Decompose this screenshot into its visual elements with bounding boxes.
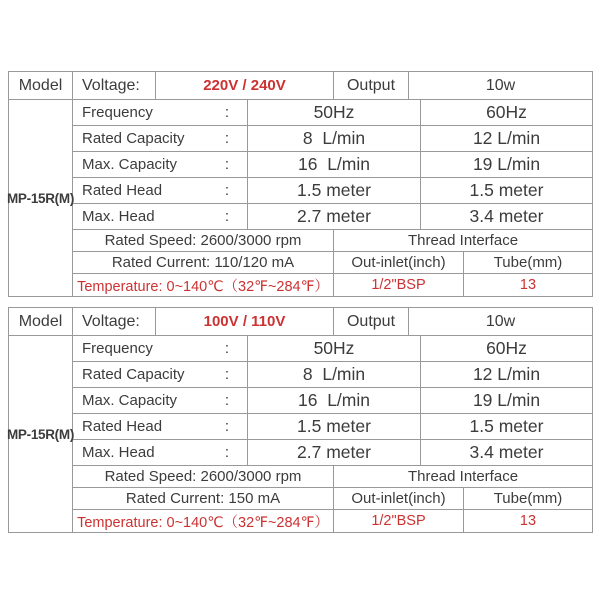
- spec-value-60hz: 1.5 meter: [421, 414, 592, 440]
- table-row: [73, 204, 592, 230]
- table-row: [73, 388, 592, 414]
- table-body: [6, 100, 592, 296]
- table-row: [73, 362, 592, 388]
- spec-label-colon: :: [224, 418, 229, 435]
- thread-interface-cell: Thread Interface: [334, 466, 592, 488]
- thread-interface-cell: Thread Interface: [334, 230, 592, 252]
- bsp-value-cell: 1/2"BSP: [334, 274, 464, 296]
- spec-label-text: Max. Capacity: [82, 156, 178, 173]
- spec-label-colon: :: [224, 340, 229, 357]
- temperature-cell: Temperature: 0~140℃（32℉~284℉）: [73, 274, 334, 296]
- rated-speed-cell: Rated Speed: 2600/3000 rpm: [73, 230, 334, 252]
- output-value: 10w: [409, 308, 592, 336]
- model-header-label: Model: [9, 72, 73, 100]
- spec-value-60hz: 3.4 meter: [421, 204, 592, 230]
- spec-value-60hz: 3.4 meter: [421, 440, 592, 466]
- spec-value-50hz: 50Hz: [248, 100, 421, 126]
- table-row: [73, 126, 592, 152]
- table-row: [73, 336, 592, 362]
- table-row: [73, 488, 592, 510]
- rated-current-cell: Rated Current: 110/120 mA: [73, 252, 334, 274]
- spec-label-colon: :: [224, 444, 229, 461]
- spec-table-220v: [8, 71, 593, 297]
- rated-current-cell: Rated Current: 150 mA: [73, 488, 334, 510]
- spec-label: [73, 388, 248, 414]
- spec-value-60hz: 60Hz: [421, 100, 592, 126]
- spec-label: [73, 414, 248, 440]
- header-row: [9, 308, 592, 336]
- spec-value-50hz: 16 L/min: [248, 152, 421, 178]
- table-row: [73, 252, 592, 274]
- spec-value-50hz: 1.5 meter: [248, 414, 421, 440]
- spec-value-50hz: 1.5 meter: [248, 178, 421, 204]
- spec-label-text: Max. Head: [82, 444, 155, 461]
- spec-label-colon: :: [224, 130, 229, 147]
- spec-label: [73, 178, 248, 204]
- table-row: [73, 100, 592, 126]
- spec-value-50hz: 8 L/min: [248, 362, 421, 388]
- tube-header-cell: Tube(mm): [464, 252, 592, 274]
- spec-label: [73, 336, 248, 362]
- tube-value-cell: 13: [519, 277, 537, 293]
- spec-label-text: Rated Head: [82, 182, 163, 199]
- table-row: [73, 440, 592, 466]
- spec-value-50hz: 50Hz: [248, 336, 421, 362]
- output-value: 10w: [409, 72, 592, 100]
- spec-label-colon: :: [224, 366, 229, 383]
- spec-label: [73, 204, 248, 230]
- model-header-label: Model: [9, 308, 73, 336]
- spec-label-text: Max. Head: [82, 208, 155, 225]
- spec-label-colon: :: [224, 156, 229, 173]
- table-row: [73, 230, 592, 252]
- spec-label-text: Rated Head: [82, 418, 163, 435]
- spec-label-text: Rated Capacity: [82, 366, 185, 383]
- voltage-label: Voltage:: [73, 72, 156, 100]
- table-body: [6, 336, 592, 532]
- spec-value-50hz: 8 L/min: [248, 126, 421, 152]
- spec-rows: [73, 100, 592, 296]
- table-row: [73, 274, 592, 296]
- table-row: [73, 152, 592, 178]
- table-row: [73, 414, 592, 440]
- tube-value-cell: 13: [519, 513, 537, 529]
- out-inlet-header-cell: Out-inlet(inch): [334, 488, 464, 510]
- spec-label: [73, 126, 248, 152]
- spec-value-60hz: 60Hz: [421, 336, 592, 362]
- spec-label-colon: :: [224, 208, 229, 225]
- spec-label: [73, 440, 248, 466]
- model-name-cell: MP-15R(M): [9, 336, 73, 532]
- bsp-value-cell: 1/2"BSP: [334, 510, 464, 532]
- output-label: Output: [334, 72, 409, 100]
- temperature-cell: Temperature: 0~140℃（32℉~284℉）: [73, 510, 334, 532]
- header-row: [9, 72, 592, 100]
- voltage-value: 220V / 240V: [156, 72, 334, 100]
- spec-value-60hz: 19 L/min: [421, 388, 592, 414]
- spec-rows: [73, 336, 592, 532]
- spec-label: [73, 100, 248, 126]
- spec-label-colon: :: [224, 104, 229, 121]
- spec-value-50hz: 2.7 meter: [248, 204, 421, 230]
- voltage-label: Voltage:: [73, 308, 156, 336]
- spec-value-60hz: 1.5 meter: [421, 178, 592, 204]
- spec-value-60hz: 12 L/min: [421, 362, 592, 388]
- table-row: [73, 510, 592, 532]
- spec-label: [73, 152, 248, 178]
- tube-header-cell: Tube(mm): [464, 488, 592, 510]
- spec-label-text: Frequency: [82, 340, 153, 357]
- out-inlet-header-cell: Out-inlet(inch): [334, 252, 464, 274]
- spec-value-60hz: 12 L/min: [421, 126, 592, 152]
- spec-value-60hz: 19 L/min: [421, 152, 592, 178]
- spec-label: [73, 362, 248, 388]
- spec-label-text: Max. Capacity: [82, 392, 178, 409]
- spec-value-50hz: 16 L/min: [248, 388, 421, 414]
- output-label: Output: [334, 308, 409, 336]
- model-name-cell: MP-15R(M): [9, 100, 73, 296]
- spec-label-text: Frequency: [82, 104, 153, 121]
- spec-table-100v: [8, 307, 593, 533]
- voltage-value: 100V / 110V: [156, 308, 334, 336]
- table-row: [73, 466, 592, 488]
- spec-label-colon: :: [224, 182, 229, 199]
- spec-label-colon: :: [224, 392, 229, 409]
- spec-value-50hz: 2.7 meter: [248, 440, 421, 466]
- spec-label-text: Rated Capacity: [82, 130, 185, 147]
- rated-speed-cell: Rated Speed: 2600/3000 rpm: [73, 466, 334, 488]
- table-row: [73, 178, 592, 204]
